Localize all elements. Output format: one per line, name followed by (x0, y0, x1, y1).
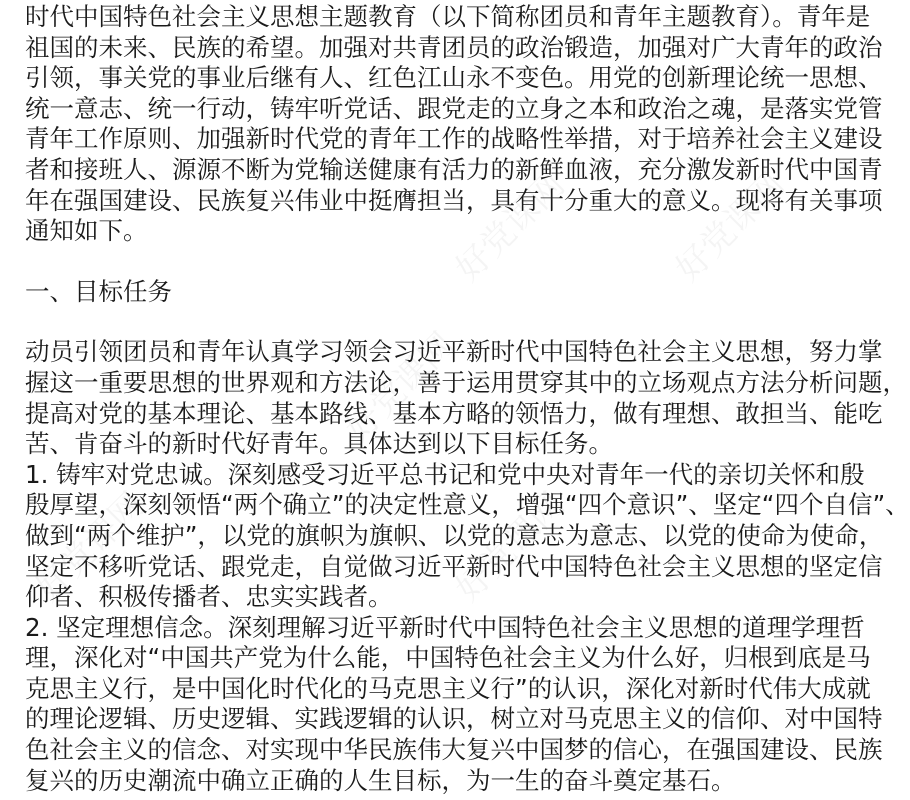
text-line: 殷厚望，深刻领悟“两个确立”的决定性意义，增强“四个意识”、坚定“四个自信”、 (25, 490, 910, 520)
list-item-1-line: 1. 铸牢对党忠诚。深刻感受习近平总书记和党中央对青年一代的亲切关怀和殷 (25, 459, 865, 489)
text-line: 动员引领团员和青年认真学习领会习近平新时代中国特色社会主义思想，努力掌 (25, 337, 883, 367)
text-line: 的理论逻辑、历史逻辑、实践逻辑的认识，树立对马克思主义的信仰、对中国特 (25, 704, 883, 734)
text-line: 握这一重要思想的世界观和方法论，善于运用贯穿其中的立场观点方法分析问题， (25, 367, 907, 397)
section-paragraph (25, 337, 910, 796)
text-line: 做到“两个维护”，以党的旗帜为旗帜、以党的意志为意志、以党的使命为使命， (25, 520, 884, 550)
text-line: 祖国的未来、民族的希望。加强对共青团员的政治锻造，加强对广大青年的政治 (25, 32, 883, 62)
list-item-2-line: 2. 坚定理想信念。深刻理解习近平新时代中国特色社会主义思想的道理学理哲 (25, 612, 865, 642)
text-line: 复兴的历史潮流中确立正确的人生目标，为一生的奋斗奠定基石。 (25, 765, 736, 795)
text-line: 通知如下。 (25, 216, 148, 246)
text-line: 理，深化对“中国共产党为什么能，中国特色社会主义为什么好，归根到底是马 (25, 643, 871, 673)
document-body (25, 2, 910, 796)
text-line: 统一意志、统一行动，铸牢听党话、跟党走的立身之本和政治之魂，是落实党管 (25, 93, 883, 123)
text-line: 者和接班人、源源不断为党输送健康有活力的新鲜血液，充分激发新时代中国青 (25, 154, 883, 184)
text-line: 苦、肯奋斗的新时代好青年。具体达到以下目标任务。 (25, 429, 613, 459)
text-line: 年在强国建设、民族复兴伟业中挺膺担当，具有十分重大的意义。现将有关事项 (25, 185, 883, 215)
text-line: 色社会主义的信念、对实现中华民族伟大复兴中国梦的信心，在强国建设、民族 (25, 735, 883, 765)
text-line: 时代中国特色社会主义思想主题教育（以下简称团员和青年主题教育）。青年是 (25, 2, 871, 31)
text-line: 坚定不移听党话、跟党走，自觉做习近平新时代中国特色社会主义思想的坚定信 (25, 551, 883, 581)
section-heading: 一、目标任务 (25, 276, 172, 306)
text-line: 提高对党的基本理论、基本路线、基本方略的领悟力，做有理想、敢担当、能吃 (25, 398, 883, 428)
intro-paragraph (25, 2, 883, 247)
text-line: 仰者、积极传播者、忠实实践者。 (25, 582, 393, 612)
text-line: 引领，事关党的事业后继有人、红色江山永不变色。用党的创新理论统一思想、 (25, 63, 883, 93)
text-line: 克思主义行，是中国化时代化的马克思主义行”的认识，深化对新时代伟大成就 (25, 673, 871, 703)
text-line: 青年工作原则、加强新时代党的青年工作的战略性举措，对于培养社会主义建设 (25, 124, 883, 154)
